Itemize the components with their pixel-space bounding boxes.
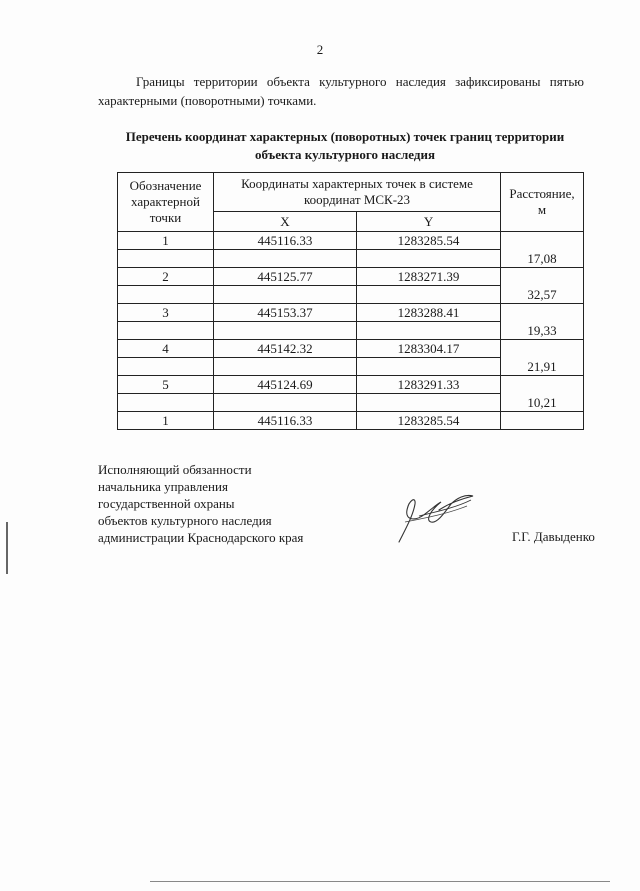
signatory-title-line: начальника управления xyxy=(98,479,228,494)
signatory-title-line: администрации Краснодарского края xyxy=(98,530,304,545)
margin-mark xyxy=(6,522,8,574)
signatory-title-line: Исполняющий обязанности xyxy=(98,462,252,477)
heading-line-1: Перечень координат характерных (поворотных) точек границ территории xyxy=(125,129,565,144)
y-value: 1283271.39 xyxy=(357,268,501,286)
header-coordinates xyxy=(214,173,501,212)
point-number: 1 xyxy=(118,412,214,430)
header-point xyxy=(118,173,214,232)
distance-value: 17,08 xyxy=(501,232,584,268)
table-heading xyxy=(95,128,595,164)
table-row xyxy=(118,232,584,250)
page-number: 2 xyxy=(316,42,324,57)
intro-paragraph xyxy=(98,72,584,110)
distance-value: 21,91 xyxy=(501,340,584,376)
bottom-divider xyxy=(150,881,610,882)
point-number: 3 xyxy=(118,304,214,322)
distance-value xyxy=(501,412,584,430)
header-coordinates-line: Координаты характерных точек в системе xyxy=(241,176,473,191)
y-value: 1283285.54 xyxy=(357,232,501,250)
table-row xyxy=(118,340,584,358)
distance-value: 10,21 xyxy=(501,376,584,412)
intro-line-2: характерными (поворотными) точками. xyxy=(98,93,317,108)
table-row xyxy=(118,304,584,322)
signatory-title-line: объектов культурного наследия xyxy=(98,513,272,528)
x-value: 445125.77 xyxy=(214,268,357,286)
signatory-title xyxy=(98,461,303,546)
header-point-line: характерной xyxy=(131,194,200,209)
header-y: Y xyxy=(357,212,501,232)
table-row xyxy=(118,412,584,430)
intro-line-1: Границы территории объекта культурного наследия зафиксированы пятью xyxy=(136,74,584,89)
coordinates-table xyxy=(117,172,584,430)
header-coordinates-line: координат МСК-23 xyxy=(303,192,411,207)
header-point-line: точки xyxy=(149,210,182,225)
x-value: 445124.69 xyxy=(214,376,357,394)
table-row xyxy=(118,376,584,394)
header-distance xyxy=(501,173,584,232)
header-distance-line: м xyxy=(537,202,547,217)
heading-line-2: объекта культурного наследия xyxy=(255,147,435,162)
distance-value: 32,57 xyxy=(501,268,584,304)
distance-value: 19,33 xyxy=(501,304,584,340)
point-number: 2 xyxy=(118,268,214,286)
x-value: 445116.33 xyxy=(214,412,357,430)
y-value: 1283291.33 xyxy=(357,376,501,394)
y-value: 1283288.41 xyxy=(357,304,501,322)
x-value: 445142.32 xyxy=(214,340,357,358)
y-value: 1283304.17 xyxy=(357,340,501,358)
y-value: 1283285.54 xyxy=(357,412,501,430)
point-number: 1 xyxy=(118,232,214,250)
header-x: X xyxy=(214,212,357,232)
point-number: 5 xyxy=(118,376,214,394)
header-distance-line: Расстояние, xyxy=(509,186,575,201)
header-point-line: Обозначение xyxy=(129,178,202,193)
handwritten-signature xyxy=(385,486,485,548)
signer-name: Г.Г. Давыденко xyxy=(512,529,595,544)
signatory-title-line: государственной охраны xyxy=(98,496,235,511)
point-number: 4 xyxy=(118,340,214,358)
x-value: 445116.33 xyxy=(214,232,357,250)
x-value: 445153.37 xyxy=(214,304,357,322)
table-row xyxy=(118,268,584,286)
